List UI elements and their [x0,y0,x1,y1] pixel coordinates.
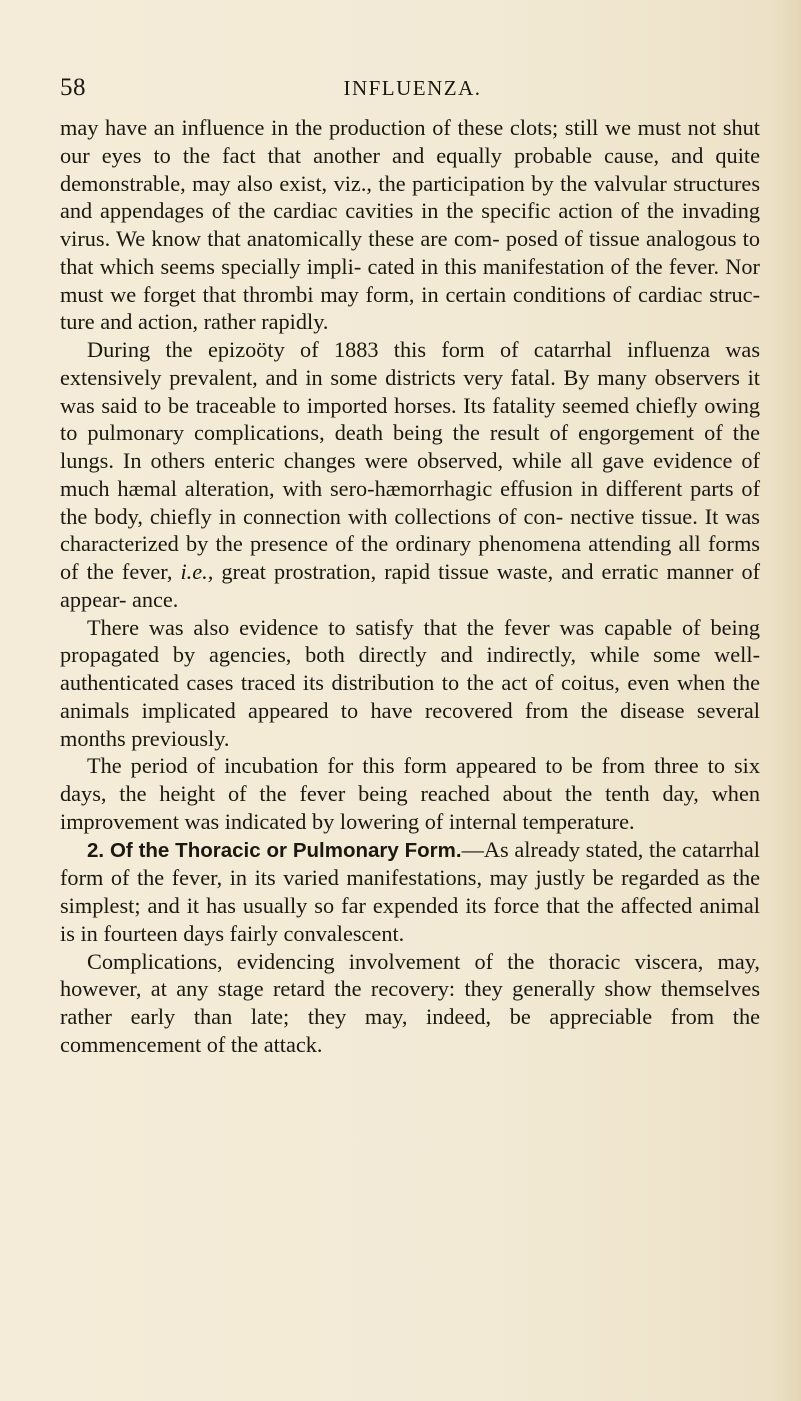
paragraph-3: There was also evidence to satisfy that the fever was capable of being propagated by agencies, both directly and indirectly, while some well-authenticated cases traced its distribution to the act of coitus, even when the animals implicated appeared to have recovered from the disease several months previously. [60,614,760,751]
paragraph-5 [60,836,760,948]
running-title: INFLUENZA. [343,76,482,100]
section-heading: 2. Of the Thoracic or Pulmonary Form. [87,838,462,862]
paragraph-1: may have an influence in the production of these clots; still we must not shut our eyes to the fact that another and equally probable cause, and quite demonstrable, may also exist, viz., the participation by the valvular structures and appendages of the cardiac cavities in the specific action of the invading virus. We know that anatomically these are com- posed of tissue analogous to that which seems specially impli- cated in this manifestation of the fever. Nor must we forget that thrombi may form, in certain conditions of cardiac struc- ture and action, rather rapidly. [60,115,760,335]
body-text [60,114,760,1059]
paragraph-2 [60,336,760,614]
paragraph-4: The period of incubation for this form appeared to be from three to six days, the height of the fever being reached about the tenth day, when improvement was indicated by lowering of internal temperature. [60,753,760,834]
paragraph-5-text: —As already stated, the catarrhal form of the fever, in its varied manifestations, may justly be regarded as the simplest; and it has usually so far expended its force that the affected animal is in fourteen days fairly convalescent. [60,836,761,946]
paragraph-2-italic: i.e., [180,559,214,584]
page-number: 58 [60,74,86,101]
running-head [60,74,765,104]
paragraph-2-tail: great prostration, rapid tissue waste, and erratic manner of appear- ance. [60,559,761,612]
paragraph-6: Complications, evidencing involvement of the thoracic viscera, may, however, at any stage retard the recovery: they generally show themselves rather early than late; they may, indeed, be appreciable from the commencement of the attack. [60,948,760,1057]
paragraph-2-text: During the epizoöty of 1883 this form of catarrhal influenza was extensively prevalent, and in some districts very fatal. By many observers it was said to be traceable to imported horses. Its fatality seemed chiefly owing to pulmonary complications, death being the result of engorgement of the lungs. In others enteric changes were observed, while all gave evidence of much hæmal alteration, with sero-hæmorrhagic effusion in different parts of the body, chiefly in connection with collections of con- nective tissue. It was characterized by the presence of the ordinary phenomena attending all forms of the fever, [60,337,760,584]
